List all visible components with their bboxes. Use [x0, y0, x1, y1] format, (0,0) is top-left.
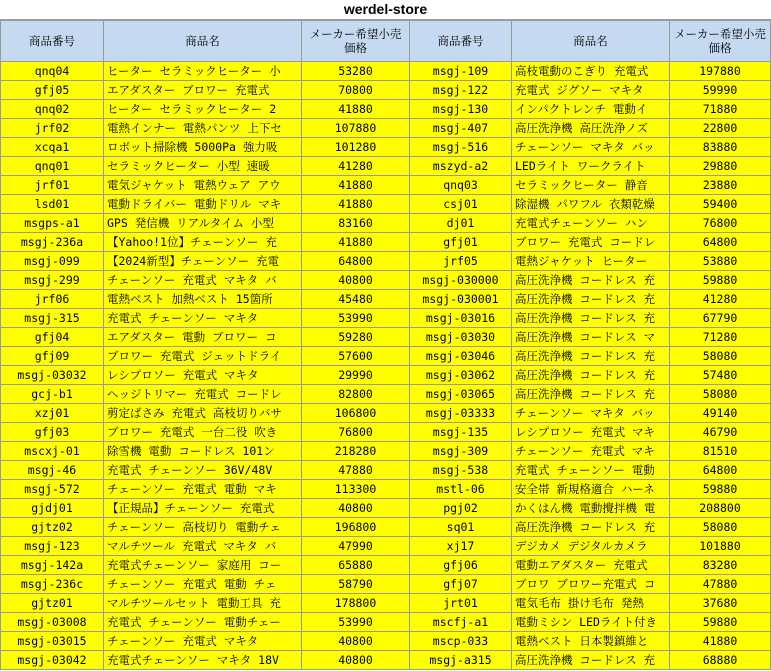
product-name-cell[interactable]: 充電式 ジグソー マキタ	[512, 81, 670, 100]
product-code-cell[interactable]: msgps-a1	[1, 214, 104, 233]
retail-price-cell[interactable]: 59990	[670, 81, 771, 100]
product-code-cell[interactable]: msgj-030001	[410, 290, 512, 309]
product-code-cell[interactable]: mscfj-a1	[410, 613, 512, 632]
product-name-cell[interactable]: エアダスター ブロワー 充電式	[104, 81, 302, 100]
retail-price-cell[interactable]: 41880	[302, 233, 410, 252]
product-name-cell[interactable]: ヒーター セラミックヒーター 小	[104, 62, 302, 81]
table-row	[1, 385, 771, 404]
product-code-cell[interactable]: msgj-130	[410, 100, 512, 119]
retail-price-cell[interactable]: 37680	[670, 594, 771, 613]
product-code-cell[interactable]: xj17	[410, 537, 512, 556]
product-name-cell[interactable]: ヘッジトリマー 充電式 コードレ	[104, 385, 302, 404]
product-name-cell[interactable]: 高圧洗浄機 高圧洗浄ノズ	[512, 119, 670, 138]
product-code-cell[interactable]: msgj-122	[410, 81, 512, 100]
retail-price-cell[interactable]: 83880	[670, 138, 771, 157]
product-name-cell[interactable]: 電気ジャケット 電熱ウェア アウ	[104, 176, 302, 195]
retail-price-cell[interactable]: 41880	[302, 176, 410, 195]
product-code-cell[interactable]: mscxj-01	[1, 442, 104, 461]
retail-price-cell[interactable]: 59880	[670, 613, 771, 632]
retail-price-cell[interactable]: 65880	[302, 556, 410, 575]
product-code-cell[interactable]: msgj-099	[1, 252, 104, 271]
product-code-cell[interactable]: msgj-309	[410, 442, 512, 461]
table-row	[1, 575, 771, 594]
product-code-cell[interactable]: msgj-03015	[1, 632, 104, 651]
product-code-cell[interactable]: msgj-407	[410, 119, 512, 138]
product-name-cell[interactable]: 充電式 チェーンソー 電動チェー	[104, 613, 302, 632]
table-row	[1, 499, 771, 518]
retail-price-cell[interactable]: 53990	[302, 309, 410, 328]
table-row	[1, 613, 771, 632]
product-code-cell[interactable]: gfj05	[1, 81, 104, 100]
product-code-cell[interactable]: msgj-142a	[1, 556, 104, 575]
product-code-cell[interactable]: qnq01	[1, 157, 104, 176]
product-code-cell[interactable]: msgj-236a	[1, 233, 104, 252]
retail-price-cell[interactable]: 53880	[670, 252, 771, 271]
table-row	[1, 556, 771, 575]
product-name-cell[interactable]: 充電式 チェーンソー 36V/48V	[104, 461, 302, 480]
product-code-cell[interactable]: msgj-572	[1, 480, 104, 499]
table-row	[1, 537, 771, 556]
product-name-cell[interactable]: 充電式 チェーンソー マキタ	[104, 309, 302, 328]
table-row	[1, 651, 771, 670]
retail-price-cell[interactable]: 101880	[670, 537, 771, 556]
product-name-cell[interactable]: 高圧洗浄機 コードレス 充	[512, 347, 670, 366]
header-row	[1, 21, 771, 62]
retail-price-cell[interactable]: 58790	[302, 575, 410, 594]
product-code-cell[interactable]: jrf05	[410, 252, 512, 271]
product-code-cell[interactable]: msgj-03333	[410, 404, 512, 423]
product-code-cell[interactable]: msgj-03016	[410, 309, 512, 328]
product-name-cell[interactable]: 除湿機 パワフル 衣類乾燥	[512, 195, 670, 214]
retail-price-cell[interactable]: 218280	[302, 442, 410, 461]
product-code-cell[interactable]: msgj-236c	[1, 575, 104, 594]
product-name-cell[interactable]: チェーンソー 充電式 電動 マキ	[104, 480, 302, 499]
product-code-cell[interactable]: msgj-03042	[1, 651, 104, 670]
table-row	[1, 233, 771, 252]
retail-price-cell[interactable]: 64800	[670, 233, 771, 252]
header-product-code: 商品番号	[410, 21, 512, 62]
product-code-cell[interactable]: msgj-a315	[410, 651, 512, 670]
table-row	[1, 271, 771, 290]
retail-price-cell[interactable]: 40800	[302, 499, 410, 518]
product-code-cell[interactable]: msgj-03008	[1, 613, 104, 632]
product-name-cell[interactable]: エアダスター 電動 ブロワー コ	[104, 328, 302, 347]
retail-price-cell[interactable]: 59280	[302, 328, 410, 347]
table-row	[1, 423, 771, 442]
product-code-cell[interactable]: jrf01	[1, 176, 104, 195]
product-name-cell[interactable]: セラミックヒーター 小型 速暖	[104, 157, 302, 176]
product-code-cell[interactable]: pgj02	[410, 499, 512, 518]
product-name-cell[interactable]: セラミックヒーター 静音	[512, 176, 670, 195]
product-name-cell[interactable]: チェーンソー マキタ バッ	[512, 404, 670, 423]
product-name-cell[interactable]: 高圧洗浄機 コードレス 充	[512, 309, 670, 328]
product-name-cell[interactable]: ブロワー 充電式 コードレ	[512, 233, 670, 252]
product-name-cell[interactable]: チェーンソー 高枝切り 電動チェ	[104, 518, 302, 537]
retail-price-cell[interactable]: 178800	[302, 594, 410, 613]
retail-price-cell[interactable]: 113300	[302, 480, 410, 499]
product-name-cell[interactable]: 電動エアダスター 充電式	[512, 556, 670, 575]
retail-price-cell[interactable]: 82800	[302, 385, 410, 404]
retail-price-cell[interactable]: 83160	[302, 214, 410, 233]
retail-price-cell[interactable]: 40800	[302, 651, 410, 670]
product-code-cell[interactable]: mscp-033	[410, 632, 512, 651]
product-code-cell[interactable]: sq01	[410, 518, 512, 537]
retail-price-cell[interactable]: 58080	[670, 347, 771, 366]
header-product-code: 商品番号	[1, 21, 104, 62]
product-name-cell[interactable]: マルチツール 充電式 マキタ バ	[104, 537, 302, 556]
table-row	[1, 347, 771, 366]
table-row	[1, 461, 771, 480]
product-name-cell[interactable]: マルチツールセット 電動工具 充	[104, 594, 302, 613]
retail-price-cell[interactable]: 67790	[670, 309, 771, 328]
table-row	[1, 309, 771, 328]
product-code-cell[interactable]: csj01	[410, 195, 512, 214]
table-row	[1, 176, 771, 195]
product-code-cell[interactable]: msgj-516	[410, 138, 512, 157]
retail-price-cell[interactable]: 47880	[302, 461, 410, 480]
table-row	[1, 594, 771, 613]
retail-price-cell[interactable]: 59880	[670, 480, 771, 499]
retail-price-cell[interactable]: 208800	[670, 499, 771, 518]
retail-price-cell[interactable]: 53990	[302, 613, 410, 632]
product-code-cell[interactable]: gfj07	[410, 575, 512, 594]
product-name-cell[interactable]: 除雪機 電動 コードレス 101ン	[104, 442, 302, 461]
retail-price-cell[interactable]: 58080	[670, 385, 771, 404]
product-code-cell[interactable]: msgj-46	[1, 461, 104, 480]
table-row	[1, 632, 771, 651]
retail-price-cell[interactable]: 40800	[302, 632, 410, 651]
table-row	[1, 442, 771, 461]
table-row	[1, 119, 771, 138]
header-retail-price: メーカー希望小売価格	[670, 21, 771, 62]
retail-price-cell[interactable]: 58080	[670, 518, 771, 537]
product-name-cell[interactable]: チェーンソー 充電式 マキタ バ	[104, 271, 302, 290]
product-name-cell[interactable]: ヒーター セラミックヒーター 2	[104, 100, 302, 119]
product-name-cell[interactable]: GPS 発信機 リアルタイム 小型	[104, 214, 302, 233]
retail-price-cell[interactable]: 41280	[670, 290, 771, 309]
product-name-cell[interactable]: 高圧洗浄機 コードレス 充	[512, 385, 670, 404]
product-code-cell[interactable]: qnq03	[410, 176, 512, 195]
retail-price-cell[interactable]: 64800	[302, 252, 410, 271]
header-product-name: 商品名	[512, 21, 670, 62]
retail-price-cell[interactable]: 196800	[302, 518, 410, 537]
retail-price-cell[interactable]: 40800	[302, 271, 410, 290]
header-retail-price: メーカー希望小売価格	[302, 21, 410, 62]
product-code-cell[interactable]: msgj-03065	[410, 385, 512, 404]
product-name-cell[interactable]: 電動ドライバー 電動ドリル マキ	[104, 195, 302, 214]
product-name-cell[interactable]: 充電式チェーンソー 家庭用 コー	[104, 556, 302, 575]
product-code-cell[interactable]: qnq02	[1, 100, 104, 119]
product-code-cell[interactable]: mszyd-a2	[410, 157, 512, 176]
retail-price-cell[interactable]: 101280	[302, 138, 410, 157]
product-code-cell[interactable]: msgj-109	[410, 62, 512, 81]
product-code-cell[interactable]: gfj01	[410, 233, 512, 252]
product-code-cell[interactable]: xcqa1	[1, 138, 104, 157]
header-product-name: 商品名	[104, 21, 302, 62]
product-name-cell[interactable]: 【Yahoo!1位】チェーンソー 充	[104, 233, 302, 252]
retail-price-cell[interactable]: 41880	[670, 632, 771, 651]
product-name-cell[interactable]: チェーンソー 充電式 マキ	[512, 442, 670, 461]
retail-price-cell[interactable]: 53280	[302, 62, 410, 81]
product-name-cell[interactable]: 【2024新型】チェーンソー 充電	[104, 252, 302, 271]
retail-price-cell[interactable]: 47990	[302, 537, 410, 556]
retail-price-cell[interactable]: 23880	[670, 176, 771, 195]
retail-price-cell[interactable]: 71280	[670, 328, 771, 347]
product-code-cell[interactable]: gfj09	[1, 347, 104, 366]
table-row	[1, 518, 771, 537]
retail-price-cell[interactable]: 57480	[670, 366, 771, 385]
retail-price-cell[interactable]: 29990	[302, 366, 410, 385]
product-name-cell[interactable]: 電熱インナー 電熱パンツ 上下セ	[104, 119, 302, 138]
retail-price-cell[interactable]: 68880	[670, 651, 771, 670]
product-code-cell[interactable]: gjtz01	[1, 594, 104, 613]
product-name-cell[interactable]: 電熱ベスト 加熱ベスト 15箇所	[104, 290, 302, 309]
table-row	[1, 366, 771, 385]
product-code-cell[interactable]: msgj-299	[1, 271, 104, 290]
store-title: werdel-store	[0, 0, 771, 20]
product-code-cell[interactable]: msgj-03062	[410, 366, 512, 385]
product-code-cell[interactable]: jrt01	[410, 594, 512, 613]
product-name-cell[interactable]: 充電式チェーンソー ハン	[512, 214, 670, 233]
product-name-cell[interactable]: ブロワ ブロワー充電式 コ	[512, 575, 670, 594]
product-name-cell[interactable]: 充電式チェーンソー マキタ 18V	[104, 651, 302, 670]
retail-price-cell[interactable]: 197880	[670, 62, 771, 81]
product-name-cell[interactable]: レシプロソー 充電式 マキタ	[104, 366, 302, 385]
retail-price-cell[interactable]: 71880	[670, 100, 771, 119]
product-code-cell[interactable]: msgj-315	[1, 309, 104, 328]
product-name-cell[interactable]: 高圧洗浄機 コードレス 充	[512, 290, 670, 309]
retail-price-cell[interactable]: 81510	[670, 442, 771, 461]
product-code-cell[interactable]: msgj-03032	[1, 366, 104, 385]
table-row	[1, 290, 771, 309]
table-body	[1, 62, 771, 670]
product-name-cell[interactable]: 電熱ベスト 日本製鎮維と	[512, 632, 670, 651]
product-name-cell[interactable]: チェーンソー 充電式 マキタ	[104, 632, 302, 651]
retail-price-cell[interactable]: 29880	[670, 157, 771, 176]
product-name-cell[interactable]: LEDライト ワークライト	[512, 157, 670, 176]
retail-price-cell[interactable]: 41880	[302, 100, 410, 119]
product-code-cell[interactable]: msgj-03030	[410, 328, 512, 347]
product-name-cell[interactable]: 高枝電動のこぎり 充電式	[512, 62, 670, 81]
product-name-cell[interactable]: インパクトレンチ 電動イ	[512, 100, 670, 119]
product-code-cell[interactable]: lsd01	[1, 195, 104, 214]
product-name-cell[interactable]: 充電式 チェーンソー 電動	[512, 461, 670, 480]
product-code-cell[interactable]: jrf02	[1, 119, 104, 138]
product-code-cell[interactable]: jrf06	[1, 290, 104, 309]
product-name-cell[interactable]: ブロワー 充電式 一台二役 吹き	[104, 423, 302, 442]
table-row	[1, 404, 771, 423]
product-table	[0, 20, 771, 670]
product-name-cell[interactable]: 高圧洗浄機 コードレス マ	[512, 328, 670, 347]
table-row	[1, 100, 771, 119]
retail-price-cell[interactable]: 49140	[670, 404, 771, 423]
table-row	[1, 62, 771, 81]
table-row	[1, 252, 771, 271]
product-code-cell[interactable]: gfj06	[410, 556, 512, 575]
product-name-cell[interactable]: 高圧洗浄機 コードレス 充	[512, 651, 670, 670]
product-code-cell[interactable]: gcj-b1	[1, 385, 104, 404]
product-code-cell[interactable]: dj01	[410, 214, 512, 233]
table-row	[1, 328, 771, 347]
retail-price-cell[interactable]: 41880	[302, 195, 410, 214]
retail-price-cell[interactable]: 59400	[670, 195, 771, 214]
retail-price-cell[interactable]: 59880	[670, 271, 771, 290]
product-code-cell[interactable]: gjtz02	[1, 518, 104, 537]
product-name-cell[interactable]: ブロワー 充電式 ジェットドライ	[104, 347, 302, 366]
retail-price-cell[interactable]: 76800	[302, 423, 410, 442]
product-name-cell[interactable]: かくはん機 電動攪拌機 電	[512, 499, 670, 518]
product-code-cell[interactable]: gfj04	[1, 328, 104, 347]
product-code-cell[interactable]: msgj-123	[1, 537, 104, 556]
product-name-cell[interactable]: レシプロソー 充電式 マキ	[512, 423, 670, 442]
retail-price-cell[interactable]: 57600	[302, 347, 410, 366]
product-name-cell[interactable]: 高圧洗浄機 コードレス 充	[512, 366, 670, 385]
product-name-cell[interactable]: チェーンソー マキタ バッ	[512, 138, 670, 157]
product-name-cell[interactable]: 高圧洗浄機 コードレス 充	[512, 271, 670, 290]
product-name-cell[interactable]: チェーンソー 充電式 電動 チェ	[104, 575, 302, 594]
retail-price-cell[interactable]: 107880	[302, 119, 410, 138]
product-name-cell[interactable]: 【正規品】チェーンソー 充電式	[104, 499, 302, 518]
product-code-cell[interactable]: gjdj01	[1, 499, 104, 518]
retail-price-cell[interactable]: 76800	[670, 214, 771, 233]
product-name-cell[interactable]: 安全帯 新規格適合 ハーネ	[512, 480, 670, 499]
retail-price-cell[interactable]: 46790	[670, 423, 771, 442]
product-code-cell[interactable]: qnq04	[1, 62, 104, 81]
product-code-cell[interactable]: msgj-135	[410, 423, 512, 442]
retail-price-cell[interactable]: 64800	[670, 461, 771, 480]
product-code-cell[interactable]: msgj-03046	[410, 347, 512, 366]
product-name-cell[interactable]: 高圧洗浄機 コードレス 充	[512, 518, 670, 537]
product-name-cell[interactable]: 剪定ばさみ 充電式 高枝切りバサ	[104, 404, 302, 423]
retail-price-cell[interactable]: 22800	[670, 119, 771, 138]
product-code-cell[interactable]: msgj-030000	[410, 271, 512, 290]
table-row	[1, 214, 771, 233]
product-name-cell[interactable]: デジカメ デジタルカメラ	[512, 537, 670, 556]
retail-price-cell[interactable]: 83280	[670, 556, 771, 575]
retail-price-cell[interactable]: 70800	[302, 81, 410, 100]
product-name-cell[interactable]: 電熱ジャケット ヒーター	[512, 252, 670, 271]
product-name-cell[interactable]: 電動ミシン LEDライト付き	[512, 613, 670, 632]
table-row	[1, 138, 771, 157]
table-row	[1, 195, 771, 214]
retail-price-cell[interactable]: 45480	[302, 290, 410, 309]
product-name-cell[interactable]: 電気毛布 掛け毛布 発熱	[512, 594, 670, 613]
table-row	[1, 81, 771, 100]
table-row	[1, 157, 771, 176]
product-code-cell[interactable]: xzj01	[1, 404, 104, 423]
retail-price-cell[interactable]: 47880	[670, 575, 771, 594]
retail-price-cell[interactable]: 106800	[302, 404, 410, 423]
product-code-cell[interactable]: msgj-538	[410, 461, 512, 480]
table-row	[1, 480, 771, 499]
product-code-cell[interactable]: gfj03	[1, 423, 104, 442]
retail-price-cell[interactable]: 41280	[302, 157, 410, 176]
product-code-cell[interactable]: mstl-06	[410, 480, 512, 499]
product-name-cell[interactable]: ロボット掃除機 5000Pa 強力吸	[104, 138, 302, 157]
